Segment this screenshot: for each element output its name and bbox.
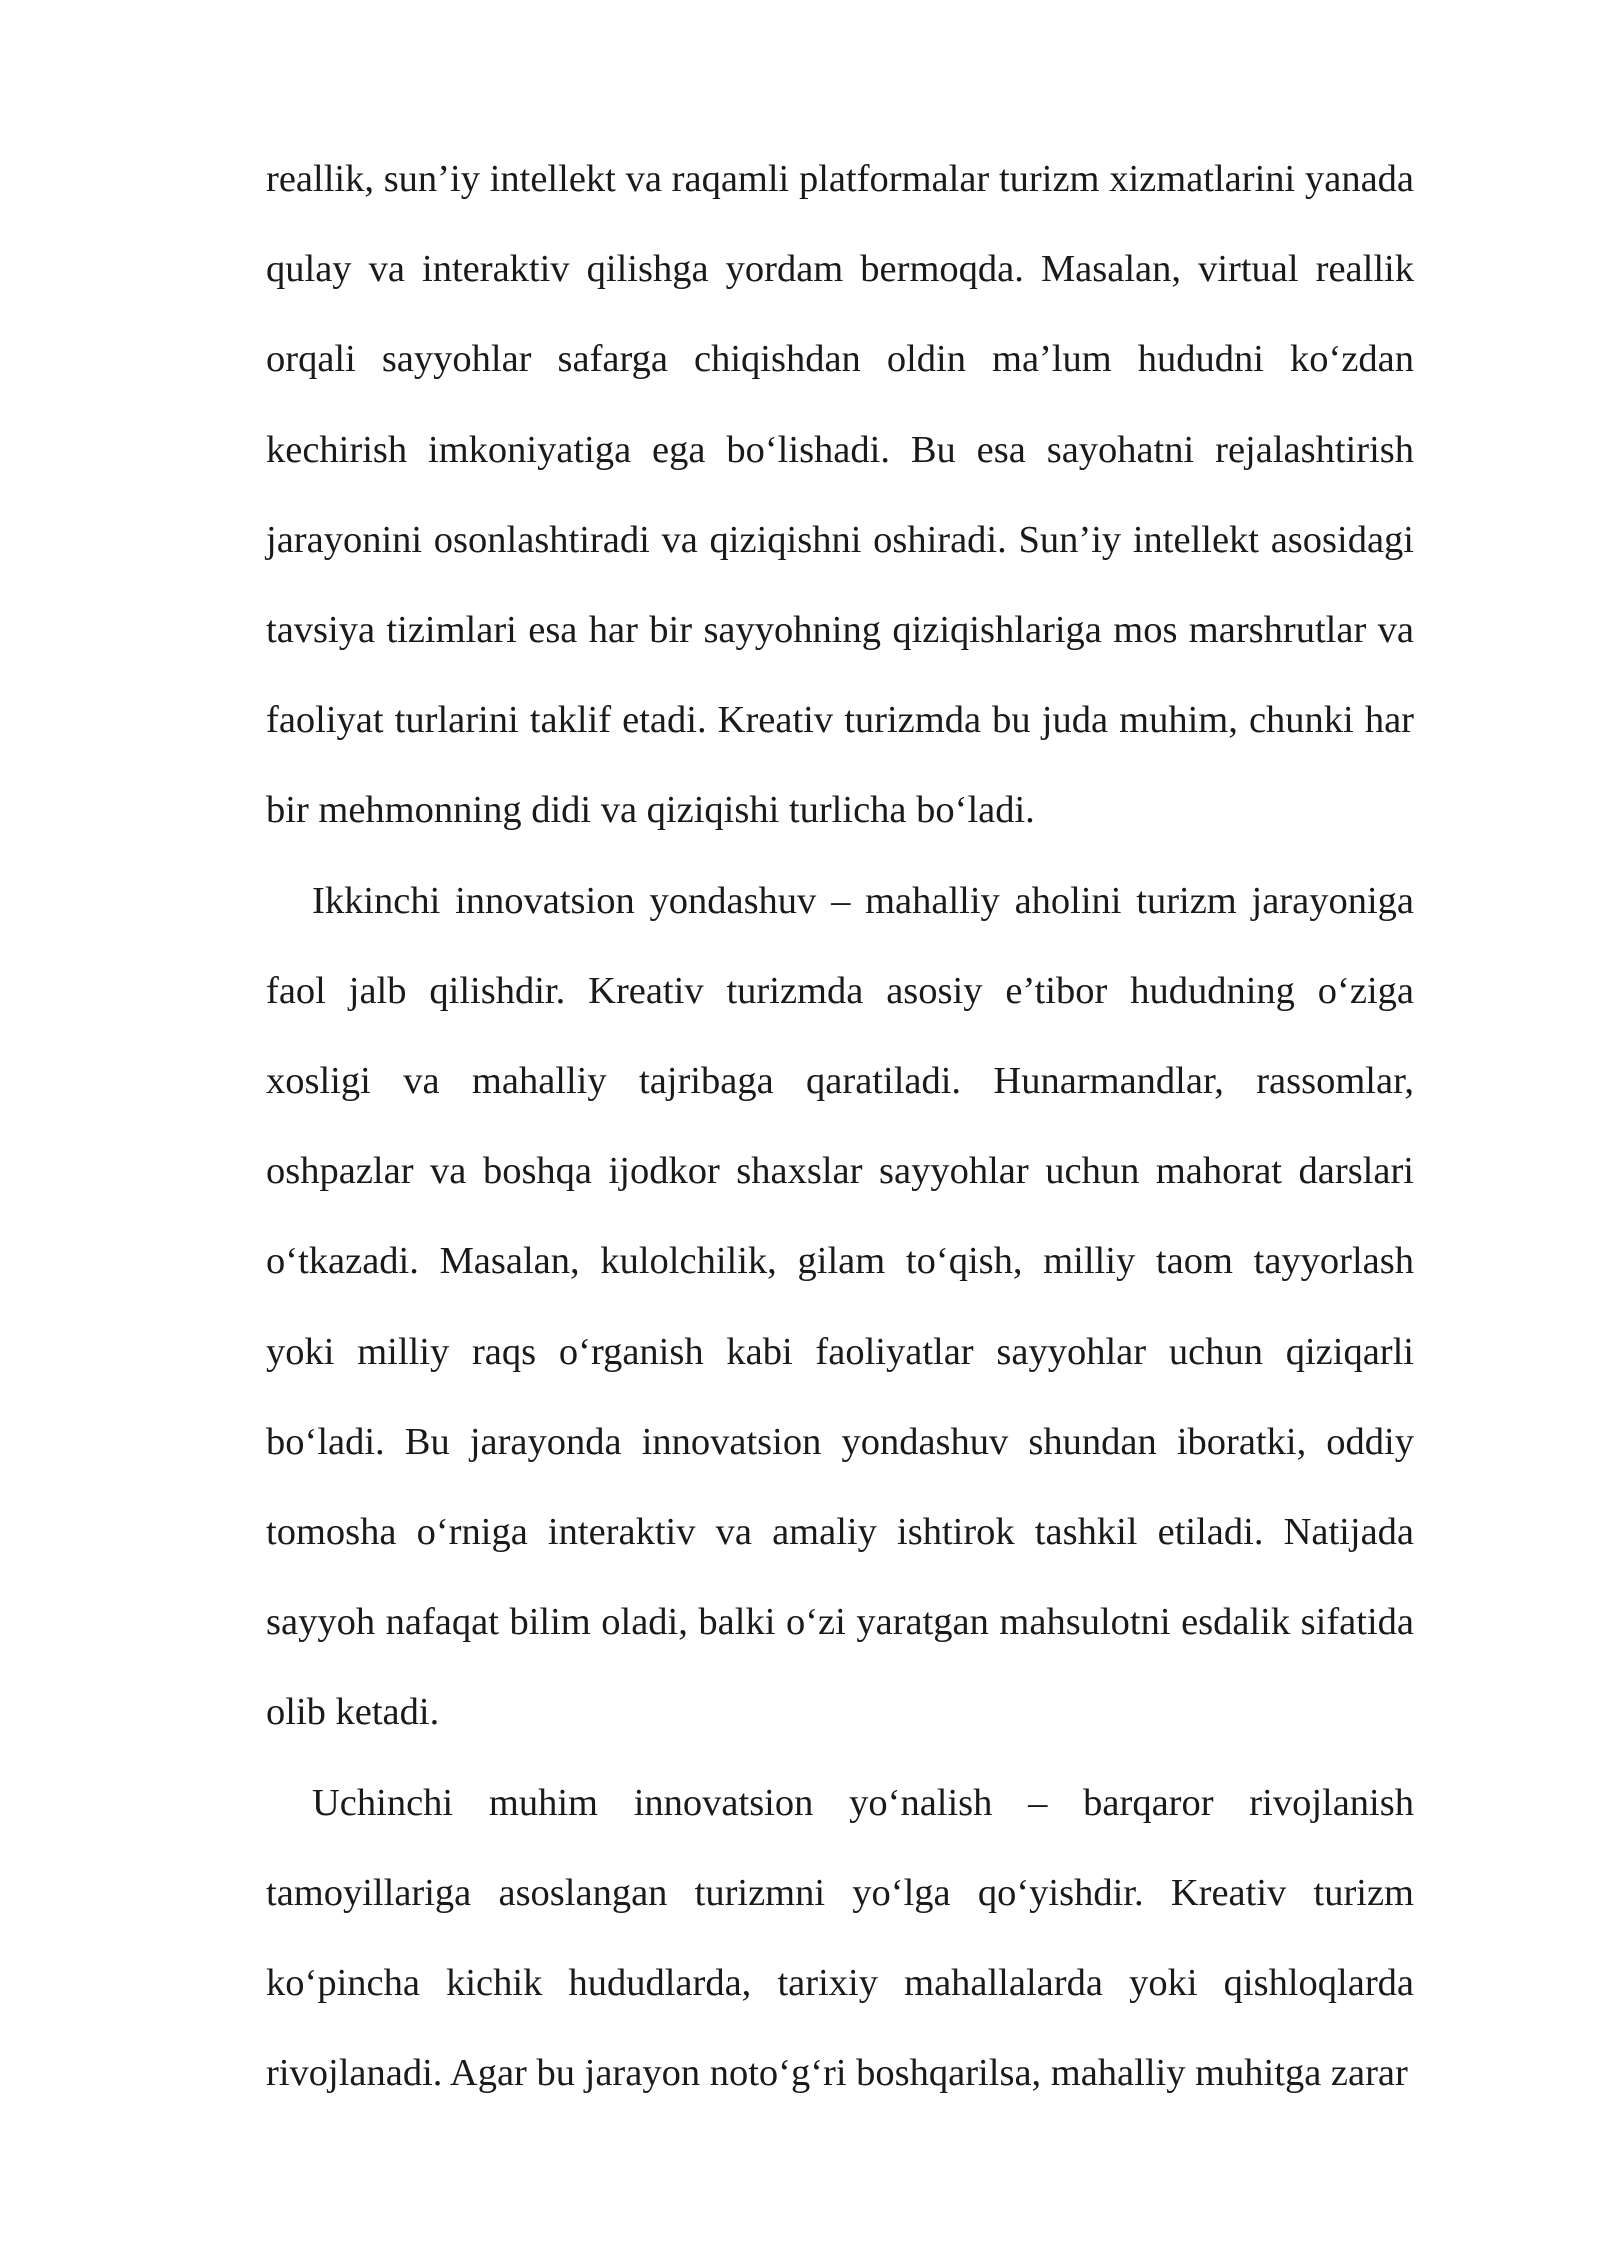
paragraph-continuation: reallik, sun’iy intellekt va raqamli platformalar turizm xizmatlarini yanada qulay va interaktiv qilishga yordam bermoqda. Masalan, virtual reallik orqali sayyohlar safarga chiqishdan oldin ma’lum hududni ko‘zdan kechirish imkoniyatiga ega bo‘lishadi. Bu esa sayohatni rejalashtirish jarayonini osonlashtiradi va qiziqishni oshiradi. Sun’iy intellekt asosidagi tavsiya tizimlari esa har bir sayyohning qiziqishlariga mos marshrutlar va faoliyat turlarini taklif etadi. Kreativ turizmda bu juda muhim, chunki har bir mehmonning didi va qiziqishi turlicha bo‘ladi.	[266, 158, 1414, 832]
body-text	[266, 134, 1414, 2118]
paragraph-sustainable-tourism: Uchinchi muhim innovatsion yo‘nalish – barqaror rivojlanish tamoyillariga asoslangan turizmni yo‘lga qo‘yishdir. Kreativ turizm ko‘pincha kichik hududlarda, tarixiy mahallalarda yoki qishloqlarda rivojlanadi. Agar bu jarayon noto‘g‘ri boshqarilsa, mahalliy muhitga zarar	[266, 1781, 1414, 2095]
paragraph-local-engagement: Ikkinchi innovatsion yondashuv – mahalliy aholini turizm jarayoniga faol jalb qilishdir. Kreativ turizmda asosiy e’tibor hududning o‘ziga xosligi va mahalliy tajribaga qaratiladi. Hunarmandlar, rassomlar, oshpazlar va boshqa ijodkor shaxslar sayyohlar uchun mahorat darslari o‘tkazadi. Masalan, kulolchilik, gilam to‘qish, milliy taom tayyorlash yoki milliy raqs o‘rganish kabi faoliyatlar sayyohlar uchun qiziqarli bo‘ladi. Bu jarayonda innovatsion yondashuv shundan iboratki, oddiy tomosha o‘rniga interaktiv va amaliy ishtirok tashkil etiladi. Natijada sayyoh nafaqat bilim oladi, balki o‘zi yaratgan mahsulotni esdalik sifatida olib ketadi.	[266, 879, 1414, 1734]
